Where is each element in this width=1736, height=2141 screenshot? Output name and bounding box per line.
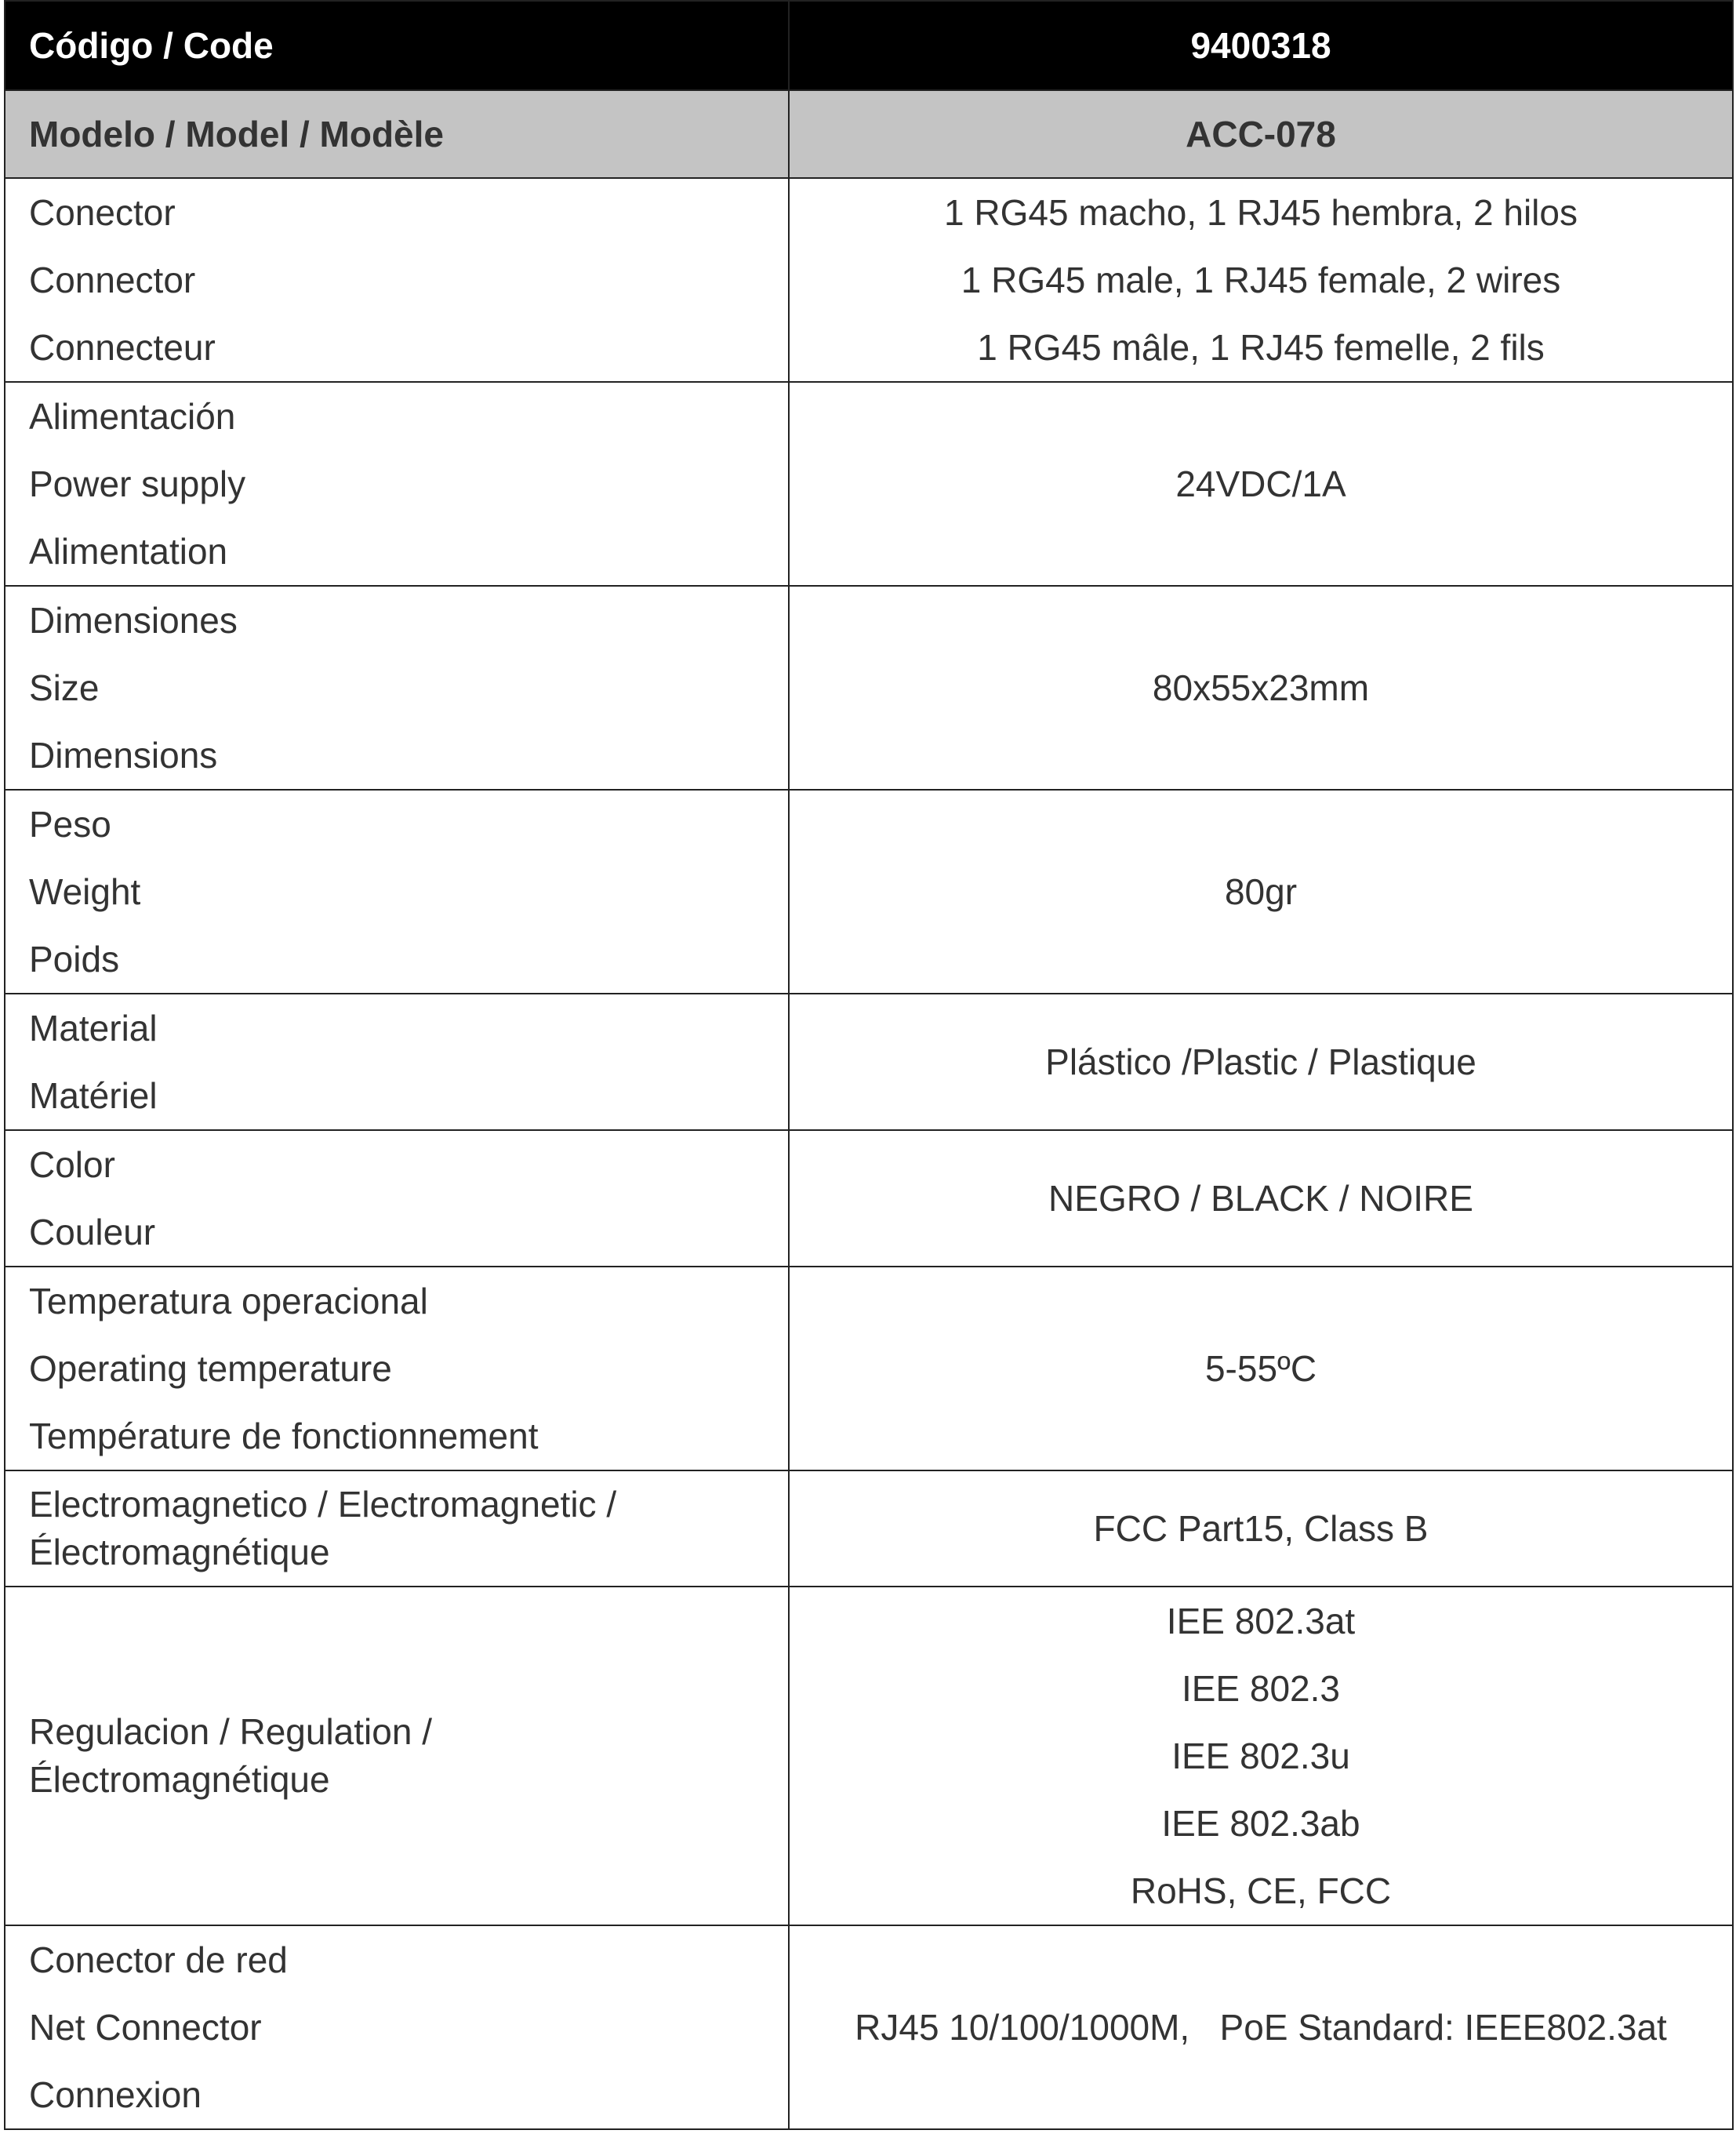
electromagnetic-row	[5, 1470, 1733, 1587]
connector-value-es: 1 RG45 macho, 1 RJ45 hembra, 2 hilos	[944, 192, 1578, 233]
size-labels	[5, 586, 789, 790]
weight-label-en: Weight	[29, 871, 141, 912]
regulation-label-line1: Regulacion / Regulation /	[29, 1711, 432, 1752]
weight-value: 80gr	[789, 790, 1733, 994]
model-row	[5, 90, 1733, 178]
connector-label-es: Conector	[29, 192, 176, 233]
connector-row	[5, 178, 1733, 382]
color-row	[5, 1130, 1733, 1267]
size-label-es: Dimensiones	[29, 600, 238, 641]
connector-value-fr: 1 RG45 mâle, 1 RJ45 femelle, 2 fils	[977, 327, 1545, 368]
connector-values	[789, 178, 1733, 382]
weight-row	[5, 790, 1733, 994]
color-labels	[5, 1130, 789, 1267]
color-value: NEGRO / BLACK / NOIRE	[789, 1130, 1733, 1267]
net-connector-label-fr: Connexion	[29, 2074, 202, 2115]
temperature-label-fr: Température de fonctionnement	[29, 1416, 539, 1456]
size-label-fr: Dimensions	[29, 735, 218, 776]
power-value: 24VDC/1A	[789, 382, 1733, 586]
model-value: ACC-078	[789, 90, 1733, 178]
size-label-en: Size	[29, 667, 100, 708]
regulation-value-5: RoHS, CE, FCC	[1130, 1870, 1392, 1911]
net-connector-label-en: Net Connector	[29, 2007, 262, 2048]
net-connector-value: RJ45 10/100/1000M, PoE Standard: IEEE802.3at	[789, 1925, 1733, 2129]
temperature-value: 5-55ºC	[789, 1267, 1733, 1470]
code-label: Código / Code	[5, 1, 789, 90]
net-connector-row	[5, 1925, 1733, 2129]
power-label-fr: Alimentation	[29, 531, 228, 572]
weight-label-es: Peso	[29, 804, 111, 845]
model-label: Modelo / Model / Modèle	[5, 90, 789, 178]
material-label-es: Material	[29, 1008, 158, 1049]
regulation-labels	[5, 1587, 789, 1925]
net-connector-labels	[5, 1925, 789, 2129]
code-row	[5, 1, 1733, 90]
regulation-label-line2: Électromagnétique	[29, 1759, 330, 1800]
power-label-es: Alimentación	[29, 396, 236, 437]
electromagnetic-value: FCC Part15, Class B	[789, 1470, 1733, 1587]
temperature-row	[5, 1267, 1733, 1470]
power-labels	[5, 382, 789, 586]
weight-labels	[5, 790, 789, 994]
material-row	[5, 994, 1733, 1130]
temperature-labels	[5, 1267, 789, 1470]
size-value: 80x55x23mm	[789, 586, 1733, 790]
connector-value-en: 1 RG45 male, 1 RJ45 female, 2 wires	[961, 260, 1561, 300]
material-label-fr: Matériel	[29, 1075, 158, 1116]
spec-table	[4, 0, 1734, 2130]
temperature-label-en: Operating temperature	[29, 1348, 392, 1389]
power-row	[5, 382, 1733, 586]
size-row	[5, 586, 1733, 790]
regulation-row	[5, 1587, 1733, 1925]
regulation-value-1: IEE 802.3at	[1166, 1601, 1356, 1641]
material-value: Plástico /Plastic / Plastique	[789, 994, 1733, 1130]
electromagnetic-labels	[5, 1470, 789, 1587]
material-labels	[5, 994, 789, 1130]
regulation-value-2: IEE 802.3	[1181, 1668, 1341, 1709]
weight-label-fr: Poids	[29, 939, 120, 980]
regulation-value-4: IEE 802.3ab	[1161, 1803, 1360, 1844]
code-value: 9400318	[789, 1, 1733, 90]
connector-labels	[5, 178, 789, 382]
connector-label-fr: Connecteur	[29, 327, 216, 368]
color-label-es: Color	[29, 1144, 115, 1185]
power-label-en: Power supply	[29, 463, 246, 504]
color-label-fr: Couleur	[29, 1212, 156, 1252]
temperature-label-es: Temperatura operacional	[29, 1281, 428, 1321]
connector-label-en: Connector	[29, 260, 196, 300]
electromagnetic-label-line1: Electromagnetico / Electromagnetic /	[29, 1484, 617, 1525]
regulation-values	[789, 1587, 1733, 1925]
net-connector-label-es: Conector de red	[29, 1939, 288, 1980]
regulation-value-3: IEE 802.3u	[1171, 1736, 1350, 1776]
electromagnetic-label-line2: Électromagnétique	[29, 1532, 330, 1572]
